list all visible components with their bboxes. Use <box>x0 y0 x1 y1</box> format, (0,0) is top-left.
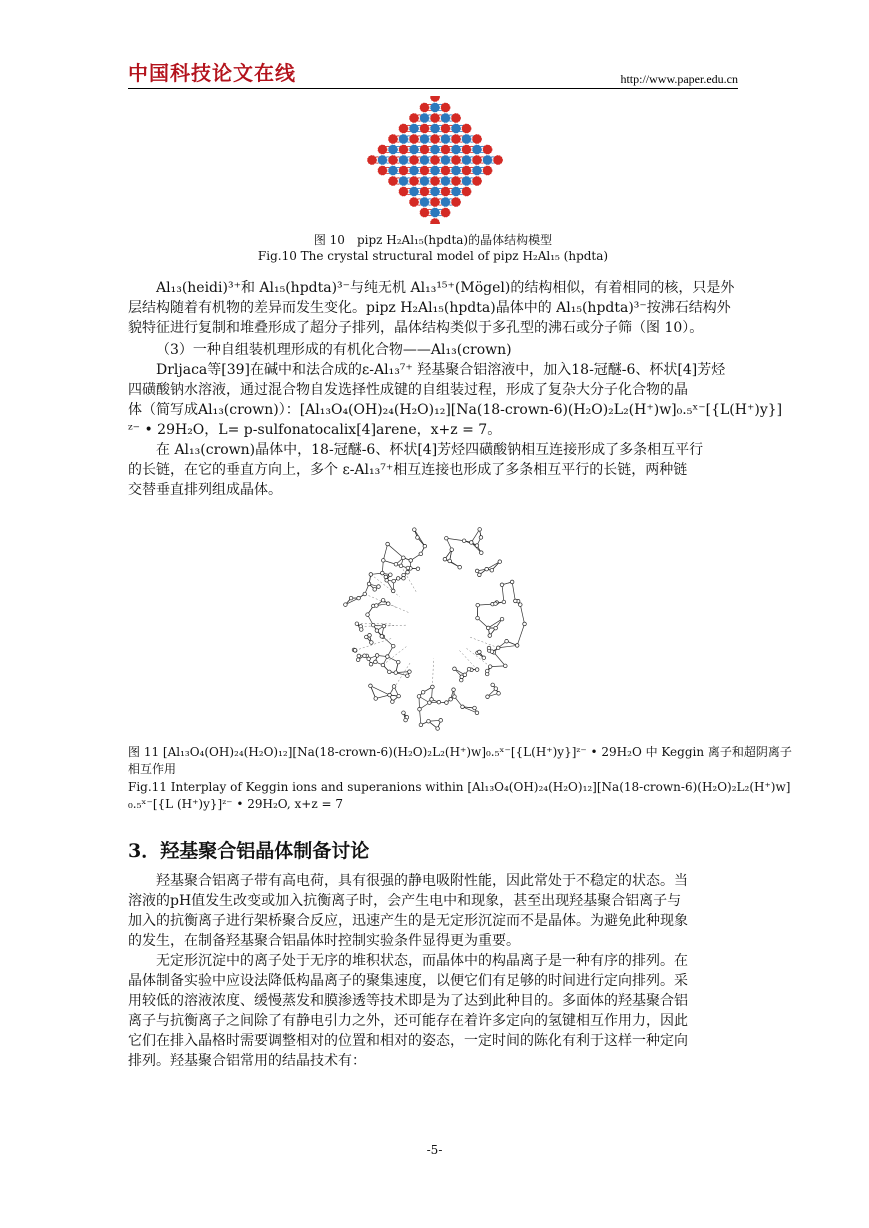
lattice-cluster <box>451 187 460 196</box>
figure-11-keggin-network <box>325 512 545 737</box>
atom <box>431 685 435 689</box>
atom <box>475 569 479 573</box>
atom <box>486 626 490 630</box>
lattice-cluster <box>472 176 481 185</box>
atom <box>428 701 432 705</box>
interaction-line <box>388 604 409 613</box>
lattice-cluster <box>409 124 418 133</box>
lattice-cluster <box>483 155 492 164</box>
subsection-title: （3）一种自组装机理形成的有机化合物——Al₁₃(crown) <box>156 342 512 358</box>
atom <box>494 602 498 606</box>
atom <box>486 695 490 699</box>
atom <box>369 684 373 688</box>
lattice-cluster <box>441 145 450 154</box>
atom <box>505 639 509 643</box>
atom <box>496 646 500 650</box>
atom <box>449 697 453 701</box>
text-line: 交替垂直排列组成晶体。 <box>128 482 282 498</box>
atom <box>373 588 377 592</box>
atom <box>375 654 379 658</box>
atom <box>391 644 395 648</box>
atom <box>497 692 501 696</box>
figure-10-crystal-model <box>340 96 530 224</box>
bond <box>478 618 489 628</box>
bond <box>471 529 479 542</box>
header-url[interactable]: http://www.paper.edu.cn <box>620 72 738 86</box>
atom <box>392 685 396 689</box>
atom <box>443 557 447 561</box>
lattice-cluster <box>399 134 408 143</box>
atom <box>363 592 367 596</box>
lattice-cluster <box>399 166 408 175</box>
bond <box>487 562 500 569</box>
atom <box>386 542 390 546</box>
lattice-cluster <box>441 155 450 164</box>
atom <box>370 641 374 645</box>
atom <box>487 646 491 650</box>
lattice-cluster <box>462 155 471 164</box>
lattice-cluster <box>441 113 450 122</box>
atom <box>381 571 385 575</box>
atom <box>391 700 395 704</box>
atom <box>402 576 406 580</box>
lattice-cluster <box>441 124 450 133</box>
atom <box>404 718 408 722</box>
atom <box>386 602 390 606</box>
lattice-cluster <box>430 113 439 122</box>
interaction-line <box>365 594 397 608</box>
atom <box>344 603 348 607</box>
lattice-cluster <box>451 145 460 154</box>
interaction-line <box>355 639 391 651</box>
atom <box>397 694 401 698</box>
atom <box>439 719 443 723</box>
atom <box>488 634 492 638</box>
lattice-cluster <box>472 166 481 175</box>
lattice-cluster <box>409 155 418 164</box>
atom <box>470 541 474 545</box>
atom <box>353 648 357 652</box>
lattice-cluster <box>430 208 439 217</box>
atom <box>377 585 381 589</box>
text-line: 体（简写成Al₁₃(crown)）：[Al₁₃O₄(OH)₂₄(H₂O)₁₂][Na(18-crown-6)(H₂O)₂L₂(H⁺)w]₀.₅ˣ⁻[{L(H⁺)y}] <box>128 402 783 418</box>
lattice-cluster <box>420 187 429 196</box>
atom <box>498 560 502 564</box>
text-line: 加入的抗衡离子进行架桥聚合反应，迅速产生的是无定形沉淀而不是晶体。为避免此种现象 <box>128 913 688 929</box>
atom <box>523 622 527 626</box>
page-number: -5- <box>426 1143 443 1157</box>
atom <box>490 650 494 654</box>
atom <box>485 669 489 673</box>
atom <box>382 559 386 563</box>
figure-11-caption-cn-line1: 图 11 [Al₁₃O₄(OH)₂₄(H₂O)₁₂][Na(18-crown-6)(H₂O)₂L₂(H⁺)w]₀.₅ˣ⁻[{L(H⁺)y}]ᶻ⁻ • 29H₂O 中 Keggin 离子和超阴离子 <box>128 745 792 759</box>
lattice-cluster <box>462 124 471 133</box>
atom <box>463 673 467 677</box>
atom <box>436 727 440 731</box>
atom <box>473 706 477 710</box>
atom <box>368 633 372 637</box>
atom <box>453 667 457 671</box>
atom <box>380 635 384 639</box>
lattice-cluster <box>409 113 418 122</box>
atom <box>408 670 412 674</box>
text-line: ᶻ⁻ • 29H₂O，L= p-sulfonatocalix[4]arene，x+z = 7。 <box>128 422 502 438</box>
atom <box>416 567 420 571</box>
lattice-cluster <box>409 166 418 175</box>
atom <box>461 705 465 709</box>
atom <box>421 690 425 694</box>
lattice-cluster <box>420 134 429 143</box>
lattice-cluster <box>430 134 439 143</box>
section-3-body <box>128 871 738 1071</box>
lattice-cluster <box>409 134 418 143</box>
figure-11-caption-cn-line2: 相互作用 <box>128 762 177 776</box>
lattice-cluster <box>430 145 439 154</box>
atom <box>491 683 495 687</box>
lattice-cluster <box>388 155 397 164</box>
bond <box>446 538 464 541</box>
atom <box>479 551 483 555</box>
atom <box>416 536 420 540</box>
atom <box>419 723 423 727</box>
bond <box>512 582 515 601</box>
atom <box>514 599 518 603</box>
atom <box>399 564 403 568</box>
atom <box>445 701 449 705</box>
text-line: 四磺酸钠水溶液，通过混合物自发选择性成键的自组装过程，形成了复杂大分子化合物的晶 <box>128 382 688 398</box>
text-line: 排列。羟基聚合铝常用的结晶技术有： <box>128 1053 366 1069</box>
lattice-cluster <box>399 145 408 154</box>
atom <box>490 568 494 572</box>
atom <box>394 562 398 566</box>
figure-11-caption-en-line1: Fig.11 Interplay of Keggin ions and superanions within [Al₁₃O₄(OH)₂₄(H₂O)₁₂][Na(18-crown-6)(H₂O)₂L₂(H⁺)w] <box>128 780 791 794</box>
atom <box>504 664 508 668</box>
atom <box>369 662 373 666</box>
figure-10-caption-en: Fig.10 The crystal structural model of pipz H₂Al₁₅ (hpdta) <box>257 249 609 263</box>
lattice-cluster <box>378 145 387 154</box>
figure-10-caption-cn: 图 10 pipz H₂Al₁₅(hpdta)的晶体结构模型 <box>313 233 553 247</box>
atom <box>409 559 413 563</box>
atom <box>388 693 392 697</box>
interaction-line <box>458 649 477 670</box>
lattice-cluster <box>409 176 418 185</box>
interaction-line <box>465 647 490 666</box>
text-line: 无定形沉淀中的离子处于无序的堆积状态，而晶体中的构晶离子是一种有序的排列。在 <box>156 953 688 969</box>
atom <box>448 559 452 563</box>
header-rule <box>128 88 738 89</box>
lattice-cluster <box>420 208 429 217</box>
atom <box>478 528 482 532</box>
interaction-line <box>470 637 498 648</box>
atom <box>478 650 482 654</box>
bond <box>388 544 404 558</box>
bond <box>420 709 421 725</box>
atom <box>386 655 390 659</box>
lattice-cluster <box>430 166 439 175</box>
lattice-cluster <box>451 155 460 164</box>
atom <box>494 626 498 630</box>
lattice-cluster <box>472 145 481 154</box>
atom <box>502 600 506 604</box>
interaction-line <box>432 659 433 687</box>
text-line: Drljaca等[39]在碱中和法合成的ε-Al₁₃⁷⁺ 羟基聚合铝溶液中，加入18-冠醚-6、杯状[4]芳烃 <box>156 362 726 378</box>
lattice-cluster <box>441 134 450 143</box>
atom <box>355 622 359 626</box>
atom <box>369 573 373 577</box>
atom <box>363 654 367 658</box>
atom <box>462 539 466 543</box>
lattice-cluster <box>420 176 429 185</box>
text-line: 的长链，在它的垂直方向上，多个 ε-Al₁₃⁷⁺相互连接也形成了多条相互平行的长链，两种链 <box>128 462 688 478</box>
atom <box>402 711 406 715</box>
bond <box>520 605 524 624</box>
bond <box>478 604 493 605</box>
lattice-cluster <box>399 155 408 164</box>
lattice-cluster <box>388 166 397 175</box>
atom <box>391 589 395 593</box>
lattice-cluster <box>388 176 397 185</box>
atom <box>418 707 422 711</box>
lattice-cluster <box>451 176 460 185</box>
atom <box>357 596 361 600</box>
atom <box>476 603 480 607</box>
atom <box>381 663 385 667</box>
lattice-cluster <box>441 166 450 175</box>
bond <box>494 652 505 665</box>
atom <box>374 697 378 701</box>
atom <box>406 566 410 570</box>
atom <box>367 582 371 586</box>
lattice-cluster <box>483 166 492 175</box>
atom <box>419 552 423 556</box>
lattice-cluster <box>472 155 481 164</box>
lattice-cluster <box>451 113 460 122</box>
atom <box>500 617 504 621</box>
lattice-cluster <box>441 208 450 217</box>
atom <box>510 580 514 584</box>
lattice-cluster <box>441 103 450 112</box>
lattice-cluster <box>493 155 502 164</box>
atom <box>485 567 489 571</box>
atom <box>356 658 360 662</box>
atom <box>367 657 371 661</box>
lattice-cluster <box>441 176 450 185</box>
atom <box>388 670 392 674</box>
atom <box>478 573 482 577</box>
text-line: 晶体制备实验中应设法降低构晶离子的聚集速度，以便它们有足够的时间进行定向排列。采 <box>128 973 688 989</box>
atom <box>476 616 480 620</box>
atom <box>458 565 462 569</box>
atom <box>396 660 400 664</box>
lattice-cluster <box>430 155 439 164</box>
atom <box>453 695 457 699</box>
figure-11-caption-en-line2: ₀.₅ˣ⁻[{L (H⁺)y}]ᶻ⁻ • 29H₂O, x+z = 7 <box>128 797 343 811</box>
atom <box>406 570 410 574</box>
atom <box>357 654 361 658</box>
lattice-cluster <box>378 155 387 164</box>
atom <box>382 624 386 628</box>
subsection-3 <box>128 340 783 500</box>
lattice-cluster <box>420 124 429 133</box>
text-line: 它们在排入晶格时需要调整相对的位置和相对的姿态，一定时间的陈化有利于这样一种定向 <box>128 1033 688 1049</box>
journal-logo: 中国科技论文在线 <box>128 61 296 85</box>
lattice-cluster <box>388 145 397 154</box>
atom <box>475 711 479 715</box>
atom <box>450 548 454 552</box>
text-line: 层结构随着有机物的差异而发生变化。pipz H₂Al₁₅(hpdta)晶体中的 Al₁₅(hpdta)³⁻按沸石结构外 <box>128 300 731 316</box>
atom <box>375 629 379 633</box>
atom <box>359 628 363 632</box>
atom <box>394 671 398 675</box>
lattice-cluster <box>430 197 439 206</box>
lattice-cluster <box>420 103 429 112</box>
atom <box>437 700 441 704</box>
section-3-heading: 3．羟基聚合铝晶体制备讨论 <box>128 840 370 862</box>
text-line: 貌特征进行复制和堆叠形成了超分子排列，晶体结构类似于多孔型的沸石或分子筛（图 10）。 <box>128 320 704 336</box>
interaction-line <box>390 663 410 695</box>
atom <box>452 688 456 692</box>
lattice-cluster <box>462 187 471 196</box>
lattice-cluster <box>420 145 429 154</box>
lattice-cluster <box>483 145 492 154</box>
atom <box>494 687 498 691</box>
atom <box>423 544 427 548</box>
lattice-cluster <box>451 124 460 133</box>
atom <box>475 668 479 672</box>
bond <box>490 666 505 667</box>
atom <box>389 573 393 577</box>
lattice-cluster <box>420 197 429 206</box>
atom <box>374 660 378 664</box>
atom <box>392 579 396 583</box>
lattice-cluster <box>367 155 376 164</box>
lattice-cluster <box>399 187 408 196</box>
lattice-cluster <box>462 166 471 175</box>
atom <box>518 603 522 607</box>
atom <box>366 613 370 617</box>
atom <box>381 598 385 602</box>
bond <box>383 544 387 560</box>
atom <box>417 695 421 699</box>
lattice-cluster <box>430 187 439 196</box>
bond <box>445 559 460 567</box>
lattice-cluster <box>451 197 460 206</box>
lattice-cluster <box>399 124 408 133</box>
atom <box>445 536 449 540</box>
atom <box>427 719 431 723</box>
atom <box>479 536 483 540</box>
atom <box>349 596 353 600</box>
atom <box>475 544 479 548</box>
lattice-cluster <box>430 103 439 112</box>
lattice-cluster <box>388 134 397 143</box>
bond <box>502 585 504 602</box>
lattice-cluster <box>409 187 418 196</box>
lattice-cluster <box>441 187 450 196</box>
atom <box>500 583 504 587</box>
atom <box>371 623 375 627</box>
lattice-cluster <box>462 145 471 154</box>
text-line: Al₁₃(heidi)³⁺和 Al₁₅(hpdta)³⁻与纯无机 Al₁₃¹⁵⁺(Mögel)的结构相似，有着相同的核，只是外 <box>156 280 735 296</box>
bond <box>370 686 389 695</box>
lattice-cluster <box>378 166 387 175</box>
text-line: 离子与抗衡离子之间除了有静电引力之外，还可能存在着许多定向的氢键相互作用力，因此 <box>128 1013 688 1029</box>
atom <box>515 644 519 648</box>
lattice-cluster <box>430 176 439 185</box>
lattice-cluster <box>409 197 418 206</box>
lattice-cluster <box>420 155 429 164</box>
lattice-cluster <box>451 166 460 175</box>
atom <box>430 698 434 702</box>
atom <box>467 667 471 671</box>
atom <box>396 577 400 581</box>
lattice-cluster <box>420 113 429 122</box>
atom <box>488 665 492 669</box>
text-line: 溶液的pH值发生改变或加入抗衡离子时，会产生电中和现象，甚至出现羟基聚合铝离子与 <box>128 893 682 909</box>
paragraph-al13-heidi <box>128 278 738 338</box>
text-line: 在 Al₁₃(crown)晶体中，18-冠醚-6、杯状[4]芳烃四磺酸钠相互连接形成了多条相互平行 <box>156 442 704 458</box>
lattice-cluster <box>462 176 471 185</box>
interaction-line <box>384 625 407 626</box>
lattice-cluster <box>420 166 429 175</box>
text-line: 的发生，在制备羟基聚合铝晶体时控制实验条件显得更为重要。 <box>128 933 520 949</box>
lattice-cluster <box>409 145 418 154</box>
text-line: 羟基聚合铝离子带有高电荷，具有很强的静电吸附性能，因此常处于不稳定的状态。当 <box>156 873 688 889</box>
atom <box>406 674 410 678</box>
lattice-cluster <box>451 134 460 143</box>
lattice-cluster <box>399 176 408 185</box>
lattice-cluster <box>430 218 439 224</box>
atom <box>384 575 388 579</box>
lattice-cluster <box>441 197 450 206</box>
lattice-cluster <box>462 134 471 143</box>
atom <box>413 528 417 532</box>
lattice-cluster <box>430 96 439 102</box>
atom <box>375 604 379 608</box>
atom <box>482 656 486 660</box>
lattice-cluster <box>430 124 439 133</box>
atom <box>402 556 406 560</box>
text-line: 用较低的溶液浓度、缓慢蒸发和膜渗透等技术即是为了达到此种目的。多面体的羟基聚合铝 <box>128 993 688 1009</box>
bond <box>517 624 524 646</box>
lattice-cluster <box>472 134 481 143</box>
